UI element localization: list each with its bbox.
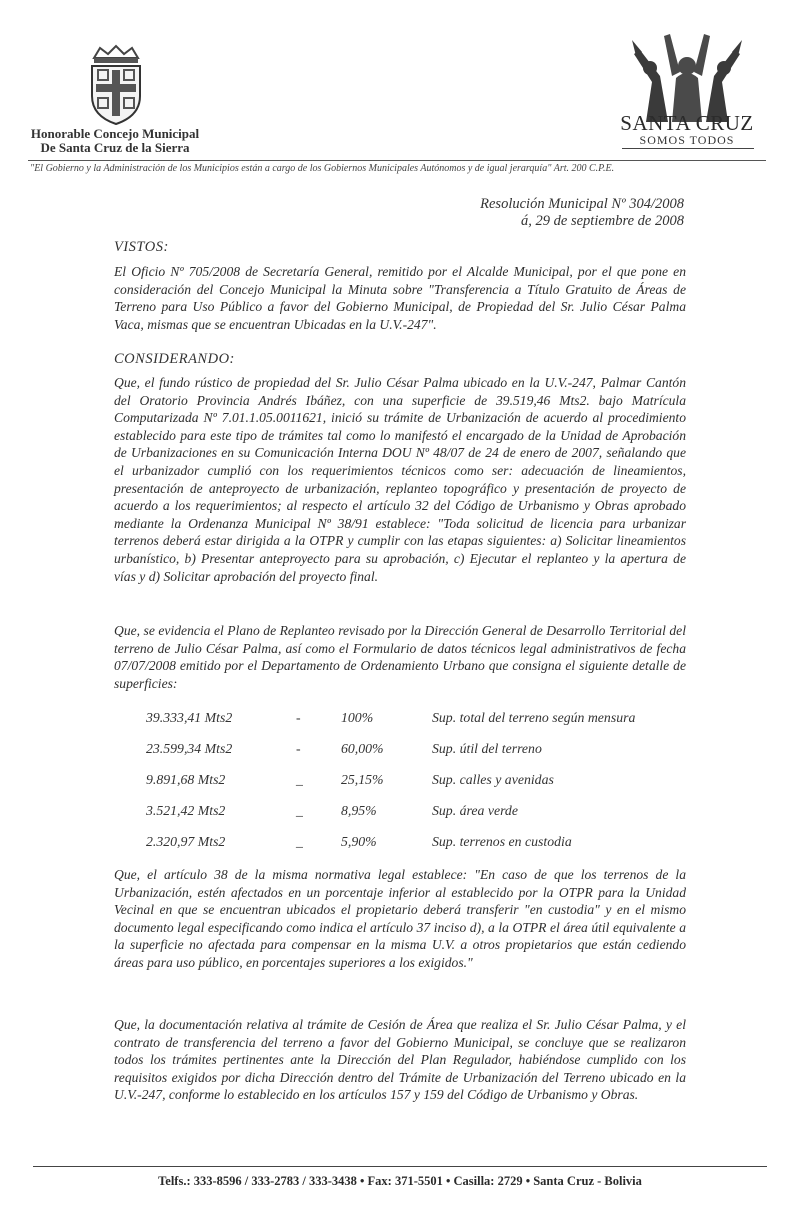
surface-separator: - <box>296 741 301 756</box>
surface-separator: _ <box>296 834 303 849</box>
surface-separator: _ <box>296 803 303 818</box>
surface-area: 3.521,42 Mts2 <box>146 803 226 818</box>
brand-divider <box>622 148 754 149</box>
resolution-title: Resolución Municipal Nº 304/2008 <box>480 196 684 212</box>
municipal-crest-logo <box>84 44 148 128</box>
council-line-2: De Santa Cruz de la Sierra <box>40 140 190 155</box>
table-row <box>114 768 674 799</box>
surface-area: 23.599,34 Mts2 <box>146 741 233 756</box>
header-motto: "El Gobierno y la Administración de los Municipios están a cargo de los Gobiernos Municipales Autónomos y de igual jerarquía" Art. 200 C.P.E. <box>30 163 615 174</box>
surface-description: Sup. total del terreno según mensura <box>432 710 636 725</box>
brand-name: SANTA CRUZ <box>620 111 754 135</box>
surface-description: Sup. terrenos en custodia <box>432 834 572 849</box>
header-divider <box>28 160 766 161</box>
footer-contact: Telfs.: 333-8596 / 333-2783 / 333-3438 • Fax: 371-5501 • Casilla: 2729 • Santa Cruz - Bolivia <box>158 1174 642 1188</box>
vistos-paragraph: El Oficio Nº 705/2008 de Secretaría General, remitido por el Alcalde Municipal, por el que pone en consideración del Concejo Municipal la Minuta sobre "Transferencia a Título Gratuito de Áreas de Terreno para Uso Público a favor del Gobierno Municipal, de Propiedad del Sr. Julio César Palma Vaca, mismas que se encuentran Ubicadas en la U.V.-247". <box>114 264 686 332</box>
surface-percentage: 60,00% <box>341 741 384 756</box>
considerando-paragraph-3: Que, el artículo 38 de la misma normativa legal establece: "En caso de que los terrenos de la Urbanización, estén afectados en un porcentaje inferior al establecido por la OTPR para la Unidad Vecinal en que se encuentran ubicados el propietario deberá transferir "en custodia" y en el mismo documento legal especificando como indica el artículo 37 inciso d), a la OTPR el área útil equivalente a la superficie no afectada para compensar en la misma U.V. a otros propietarios que están cediendo áreas para uso público, en porcentajes superiores a los exigidos." <box>114 867 686 970</box>
considerando-paragraph-4: Que, la documentación relativa al trámite de Cesión de Área que realiza el Sr. Julio César Palma, y el contrato de transferencia del terreno a favor del Gobierno Municipal, se concluye que se realizaron todos los trámites pertinentes ante la Dirección del Plan Regulador, habiéndose cumplido con los requisitos exigidos por dicha Dirección dentro del Trámite de Urbanización del Terreno ubicado en la U.V.-247, conforme lo establecido en los artículos 157 y 159 del Código de Urbanismo y Obras. <box>114 1017 686 1103</box>
table-row <box>114 830 674 861</box>
surface-area: 9.891,68 Mts2 <box>146 772 226 787</box>
surface-percentage: 100% <box>341 710 374 725</box>
table-row <box>114 706 674 737</box>
brand-slogan: SOMOS TODOS <box>639 133 735 147</box>
surface-description: Sup. útil del terreno <box>432 741 542 756</box>
resolution-date: á, 29 de septiembre de 2008 <box>521 213 684 229</box>
surface-description: Sup. calles y avenidas <box>432 772 554 787</box>
surface-separator: - <box>296 710 301 725</box>
considerando-paragraph-1: Que, el fundo rústico de propiedad del Sr. Julio César Palma ubicado en la U.V.-247, Palmar Cantón del Oratorio Provincia Andrés Ibáñez, con una superficie de 39.519,46 Mts2. bajo Matrícula Computarizada Nº 7.01.1.05.0011621, inició su trámite de Urbanización de acuerdo al procedimiento establecido para este tipo de trámites tal como lo manifestó el encargado de la Unidad de Aprobación de Urbanizaciones en su Comunicación Interna DOU Nº 48/07 de 24 de enero de 2007, señalando que el urbanizador cumplió con los requerimientos técnicos como ser: adecuación de lineamientos, presentación de anteproyecto de urbanización, replanteo topográfico y presentación de proyecto de acuerdo a los requerimientos; al respecto el artículo 32 del Código de Urbanismo y Obras aprobado mediante la Ordenanza Municipal Nº 38/91 establece: "Toda solicitud de licencia para urbanizar terrenos deberá estar dirigida a la OTPR y cumplir con las etapas siguientes: a) Solicitar lineamientos urbanístico, b) Presentar anteproyecto para su aprobación, c) Ejecutar el replanteo y la apertura de vías y d) Solicitar aprobación del proyecto final. <box>114 375 686 584</box>
surface-percentage: 25,15% <box>341 772 384 787</box>
footer-divider <box>33 1166 767 1167</box>
santa-cruz-people-logo <box>612 30 762 122</box>
surface-percentage: 5,90% <box>341 834 377 849</box>
surface-percentage: 8,95% <box>341 803 377 818</box>
council-name <box>20 127 210 155</box>
surface-area: 39.333,41 Mts2 <box>146 710 233 725</box>
surface-description: Sup. área verde <box>432 803 518 818</box>
surface-separator: _ <box>296 772 303 787</box>
considerando-paragraph-2: Que, se evidencia el Plano de Replanteo revisado por la Dirección General de Desarrollo Territorial del terreno de Julio César Palma, así como el Formulario de datos técnicos legal administrativos de fecha 07/07/2008 emitido por el Departamento de Ordenamiento Urbano que consigna el siguiente detalle de superficies: <box>114 623 686 691</box>
considerando-heading: CONSIDERANDO: <box>114 351 235 367</box>
surfaces-table <box>114 706 674 861</box>
table-row <box>114 737 674 768</box>
vistos-heading: VISTOS: <box>114 239 169 255</box>
surface-area: 2.320,97 Mts2 <box>146 834 226 849</box>
table-row <box>114 799 674 830</box>
council-line-1: Honorable Concejo Municipal <box>30 126 200 141</box>
